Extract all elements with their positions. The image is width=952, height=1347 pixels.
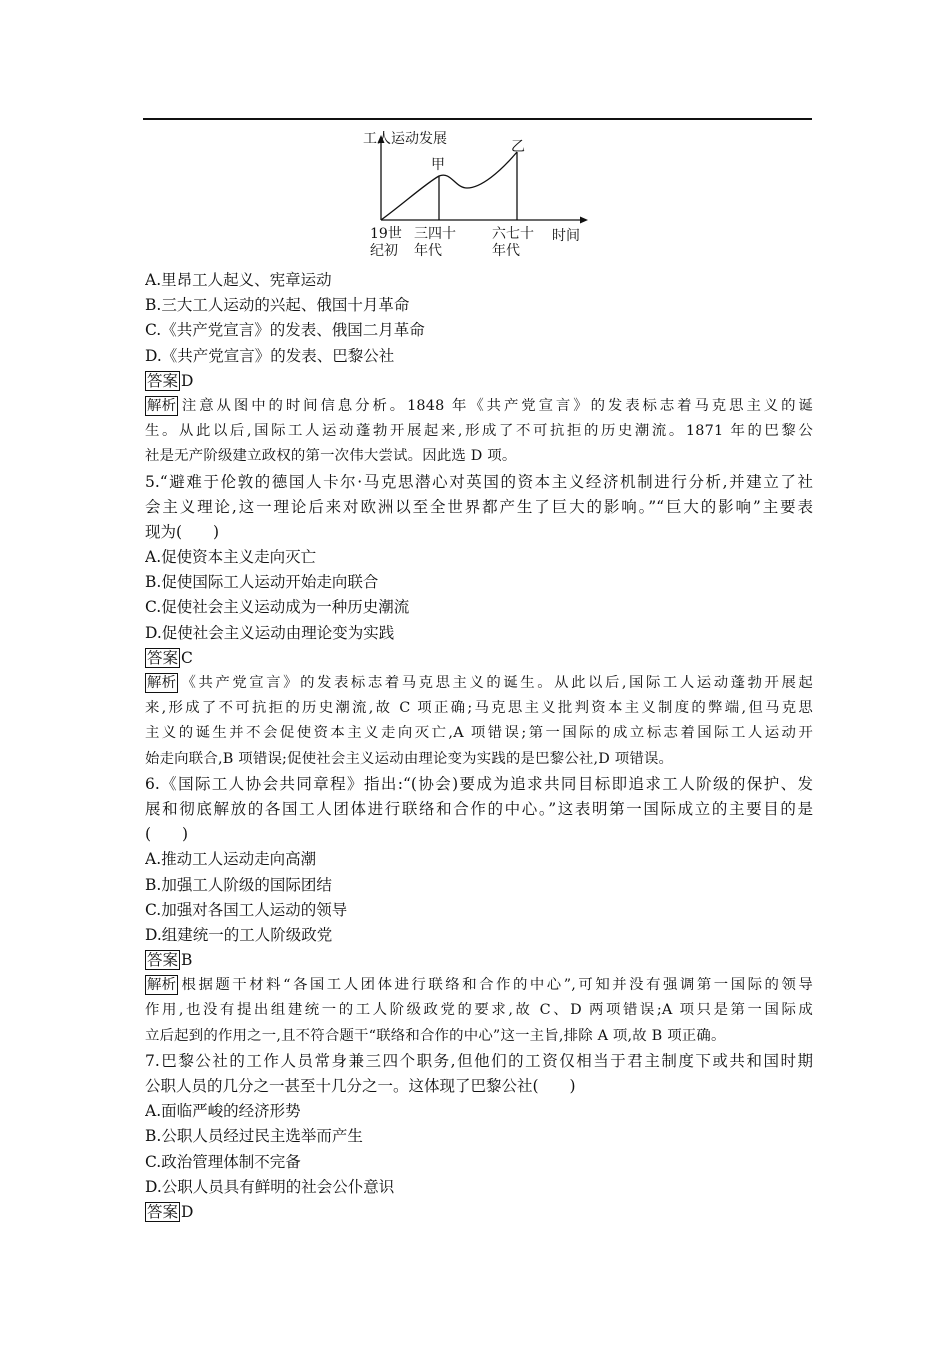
peak-yi-label: 乙 (511, 139, 525, 155)
q5-stem-line-2: 会主义理论,这一理论后来对欧洲以至全世界都产生了巨大的影响。”“巨大的影响”主要表 (145, 497, 813, 516)
q6-option-a: A.推动工人运动走向高潮 (145, 850, 317, 869)
q7-option-d: D.公职人员具有鲜明的社会公仆意识 (145, 1177, 395, 1196)
q6-stem-line-3: ( ) (145, 825, 189, 844)
q5-option-a: A.促使资本主义走向灭亡 (145, 548, 317, 567)
q4-option-b: B.三大工人运动的兴起、俄国十月革命 (145, 296, 410, 315)
q4-option-c: C.《共产党宣言》的发表、俄国二月革命 (145, 321, 425, 340)
answer-value: D (181, 1202, 194, 1221)
x-axis-arrow (580, 217, 588, 224)
q6-analysis-line-1 (145, 973, 813, 998)
analysis-text: 注意从图中的时间信息分析。1848 年《共产党宣言》的发表标志着马克思主义的诞 (179, 397, 813, 414)
answer-tag: 答案 (147, 648, 179, 667)
q7-stem-line-1: 7.巴黎公社的工作人员常身兼三四个职务,但他们的工资仅相当于君主制度下或共和国时期 (145, 1051, 813, 1070)
q7-option-c: C.政治管理体制不完备 (145, 1152, 301, 1171)
q7-stem-line-2: 公职人员的几分之一甚至十几分之一。这体现了巴黎公社( ) (145, 1077, 576, 1095)
peak-jia-label: 甲 (431, 157, 445, 173)
q4-option-d: D.《共产党宣言》的发表、巴黎公社 (145, 346, 395, 365)
q5-analysis-line-1 (145, 671, 813, 696)
q5-option-d: D.促使社会主义运动由理论变为实践 (145, 623, 395, 642)
x-tick-label-3a: 六七十 (492, 226, 534, 242)
question-content (145, 268, 813, 1225)
analysis-text: 根据题干材料“各国工人团体进行联络和合作的中心”,可知并没有强调第一国际的领导 (179, 977, 813, 994)
x-tick-label-1b: 纪初 (370, 243, 398, 259)
x-tick-label-1a: 19世 (370, 226, 402, 242)
q5-stem-line-3: 现为( ) (145, 522, 220, 541)
movement-curve (381, 152, 517, 220)
answer-tag: 答案 (147, 1202, 179, 1221)
q6-option-c: C.加强对各国工人运动的领导 (145, 900, 348, 919)
answer-value: B (181, 951, 193, 970)
q6-stem-line-2: 展和彻底解放的各国工人团体进行联络和合作的中心。”这表明第一国际成立的主要目的是 (145, 799, 813, 818)
x-tick-label-3b: 年代 (492, 243, 520, 259)
q6-option-b: B.加强工人阶级的国际团结 (145, 875, 332, 894)
q6-stem-line-1: 6.《国际工人协会共同章程》指出:“(协会)要成为追求共同目标即追求工人阶级的保护、发 (145, 774, 813, 793)
top-rule (143, 118, 812, 120)
q4-analysis-line-2: 生。从此以后,国际工人运动蓬勃开展起来,形成了不可抗拒的历史潮流。1871 年的巴黎公 (145, 423, 813, 440)
q4-analysis-line-3: 社是无产阶级建立政权的第一次伟大尝试。因此选 D 项。 (145, 448, 517, 465)
x-axis-label: 时间 (552, 228, 580, 244)
chart-svg (355, 124, 595, 264)
analysis-tag: 解析 (147, 397, 177, 414)
answer-tag: 答案 (147, 371, 179, 390)
q6-option-d: D.组建统一的工人阶级政党 (145, 925, 333, 944)
answer-value: D (181, 371, 194, 390)
analysis-text: 《共产党宣言》的发表标志着马克思主义的诞生。从此以后,国际工人运动蓬勃开展起 (179, 675, 813, 691)
x-tick-label-2a: 三四十 (414, 226, 456, 242)
workers-movement-chart (355, 124, 595, 264)
q5-analysis-line-3: 主义的诞生并不会促使资本主义走向灭亡,A 项错误;第一国际的成立标志着国际工人运动开 (145, 725, 813, 742)
answer-value: C (181, 648, 193, 667)
q7-option-a: A.面临严峻的经济形势 (145, 1102, 301, 1121)
q6-analysis-line-3: 立后起到的作用之一,且不符合题干“联络和合作的中心”这一主旨,排除 A 项,故 B 项正确。 (145, 1027, 726, 1044)
q7-answer (145, 1200, 813, 1225)
analysis-tag: 解析 (147, 675, 177, 691)
q5-option-c: C.促使社会主义运动成为一种历史潮流 (145, 598, 410, 617)
x-tick-label-2b: 年代 (414, 243, 442, 259)
q6-answer (145, 948, 813, 973)
q4-analysis-line-1 (145, 394, 813, 419)
q5-answer (145, 646, 813, 671)
analysis-tag: 解析 (147, 977, 177, 994)
q5-analysis-line-4: 始走向联合,B 项错误;促使社会主义运动由理论变为实践的是巴黎公社,D 项错误。 (145, 750, 674, 767)
q4-answer (145, 369, 813, 394)
q6-analysis-line-2: 作用,也没有提出组建统一的工人阶级政党的要求,故 C、D 两项错误;A 项只是第一国际成 (145, 1002, 813, 1019)
q5-stem-line-1: 5.“避难于伦敦的德国人卡尔·马克思潜心对英国的资本主义经济机制进行分析,并建立了社 (145, 472, 813, 491)
q5-analysis-line-2: 来,形成了不可抗拒的历史潮流,故 C 项正确;马克思主义批判资本主义制度的弊端,但马克思 (145, 700, 813, 717)
answer-tag: 答案 (147, 951, 179, 970)
q4-option-a: A.里昂工人起义、宪章运动 (145, 271, 332, 289)
q5-option-b: B.促使国际工人运动开始走向联合 (145, 573, 379, 592)
q7-option-b: B.公职人员经过民主选举而产生 (145, 1127, 363, 1146)
y-axis-label: 工人运动发展 (363, 131, 447, 147)
